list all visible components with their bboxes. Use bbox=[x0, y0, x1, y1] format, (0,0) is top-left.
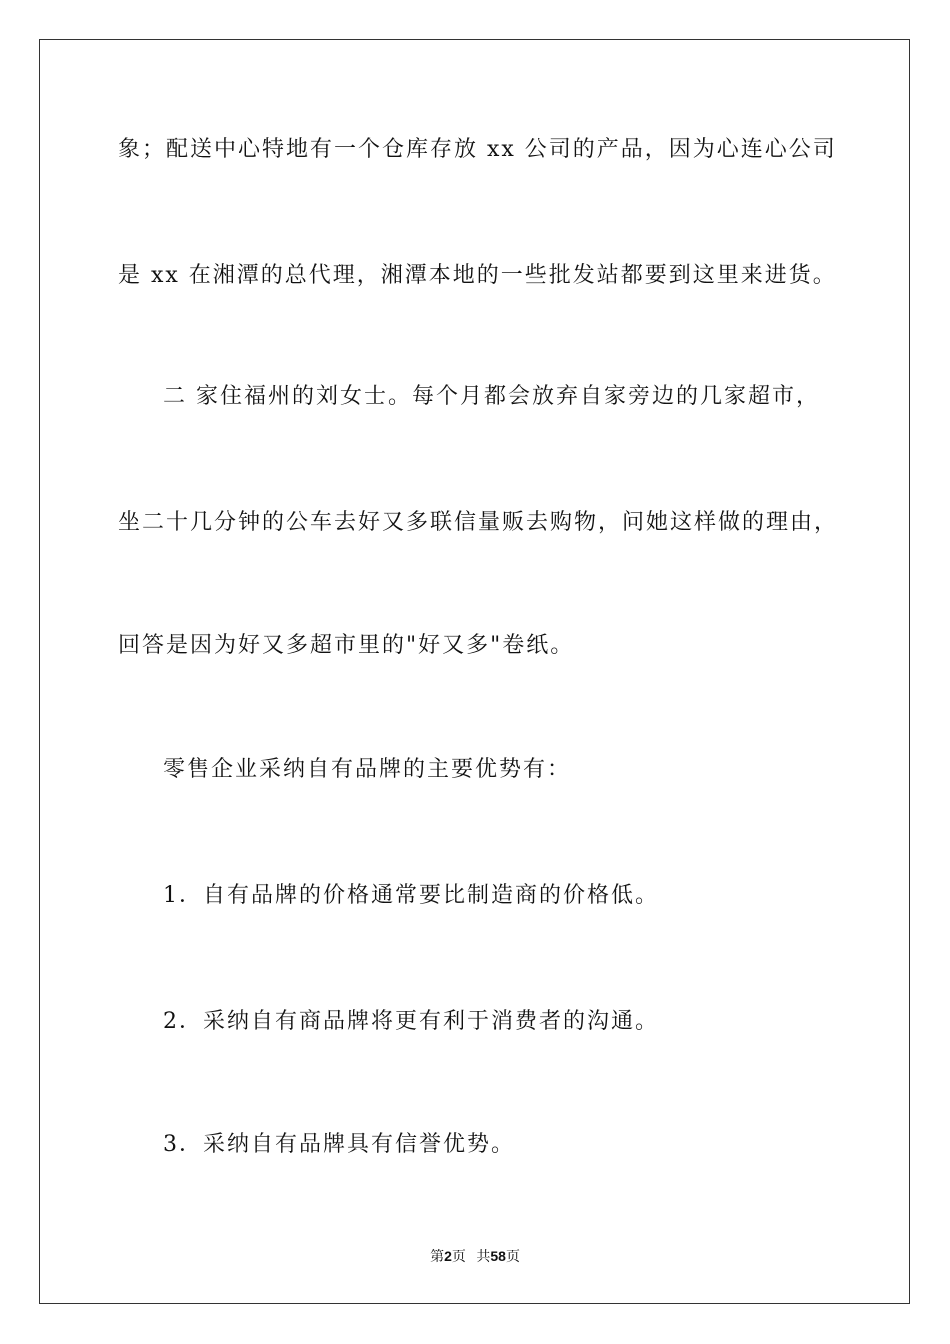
body-line-4: 坐二十几分钟的公车去好又多联信量贩去购物，问她这样做的理由， bbox=[118, 510, 839, 535]
page-footer bbox=[0, 1247, 950, 1267]
total-prefix: 共 bbox=[476, 1250, 491, 1265]
total-unit: 页 bbox=[505, 1250, 520, 1265]
page-border bbox=[39, 39, 910, 1304]
page-unit: 页 bbox=[451, 1250, 466, 1265]
page-prefix: 第 bbox=[430, 1250, 445, 1265]
page-number: 2 bbox=[444, 1248, 452, 1264]
list-item-2: 2．采纳自有商品牌将更有利于消费者的沟通。 bbox=[163, 1009, 659, 1034]
body-line-6: 零售企业采纳自有品牌的主要优势有： bbox=[163, 757, 572, 782]
list-item-1: 1．自有品牌的价格通常要比制造商的价格低。 bbox=[163, 883, 659, 908]
list-item-3: 3．采纳自有品牌具有信誉优势。 bbox=[163, 1132, 515, 1157]
body-line-2: 是 xx 在湘潭的总代理，湘潭本地的一些批发站都要到这里来进货。 bbox=[118, 263, 837, 288]
body-line-1: 象；配送中心特地有一个仓库存放 xx 公司的产品，因为心连心公司 bbox=[118, 137, 837, 162]
body-line-5: 回答是因为好又多超市里的"好又多"卷纸。 bbox=[118, 633, 575, 658]
body-line-3: 二 家住福州的刘女士。每个月都会放弃自家旁边的几家超市， bbox=[163, 384, 820, 409]
total-pages: 58 bbox=[490, 1248, 506, 1264]
